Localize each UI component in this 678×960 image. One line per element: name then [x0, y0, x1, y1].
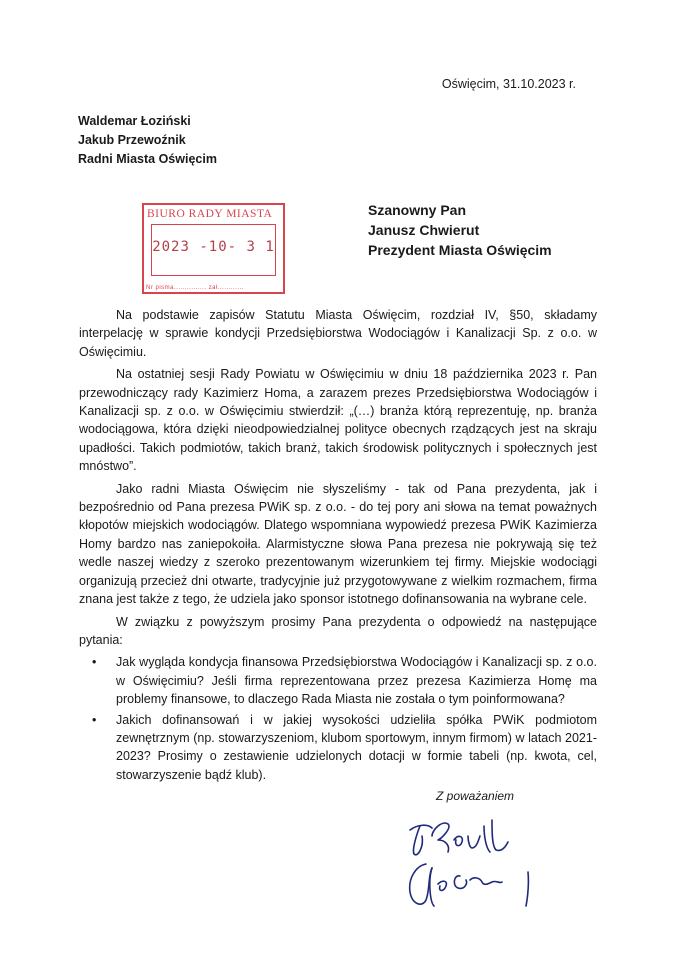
question-text-1: Jak wygląda kondycja finansowa Przedsiębiorstwa Wodociągów i Kanalizacji sp. z o.o. w Oświęcimiu? Jeśli firma reprezentowana przez prezesa Kazimierza Homę ma problemy finansowe, to dlaczego Rada Miasta nie została o tym poinformowana?	[116, 655, 597, 707]
question-item-2	[79, 711, 597, 785]
paragraph-3: Jako radni Miasta Oświęcim nie słyszeliśmy - tak od Pana prezydenta, jak i bezpośrednio od Pana prezesa PWiK sp. z o.o. - do tej pory ani słowa na temat poważnych kłopotów miejskich wodociągów. Dlatego wspomniana wypowiedź prezesa PWiK Kazimierza Homy bardzo nas zaniepokoiła. Alarmistyczne słowa Pana prezesa nie pokrywają się też wedle naszej wiedzy z szeroko prezentowanym wizerunkiem tej firmy. Miejskie wodociągi organizują przecież dni otwarte, tradycyjnie już przygotowywane z wielkim rozmachem, firma znana jest także z tego, że udziela jako sponsor istotnego dofinansowania na wybrane cele.	[79, 481, 597, 607]
questions-list	[79, 653, 597, 784]
stamp-date: 2023 -10- 3 1	[152, 239, 275, 255]
recipient-block	[368, 200, 552, 260]
letter-body	[79, 306, 597, 786]
stamp-title: BIURO RADY MIASTA	[147, 208, 273, 220]
sender-name-1: Waldemar Łoziński	[78, 114, 191, 128]
paragraph-2: Na ostatniej sesji Rady Powiatu w Oświęcimiu w dniu 18 października 2023 r. Pan przewodniczący rady Kazimierz Homa, a zarazem prezes Przedsiębiorstwa Wodociągów i Kanalizacji sp. z o.o. w Oświęcimiu stwierdził: „(…) branża którą reprezentuję, np. branża wodociągowa, która dzięki nieodpowiedzialnej polityce obecnych rządzących jest na skraju upadłości. Takich podmiotów, takich branż, takich środowisk politycznych i społecznych jest mnóstwo”.	[79, 367, 597, 474]
paragraph-4: W związku z powyższym prosimy Pana prezydenta o odpowiedź na następujące pytania:	[79, 614, 597, 647]
stamp-footer: Nr pisma............... zał............	[146, 285, 244, 291]
registry-stamp	[142, 203, 285, 294]
recipient-name: Janusz Chwierut	[368, 222, 480, 238]
bullet-icon: •	[92, 712, 97, 727]
sender-title: Radni Miasta Oświęcim	[78, 152, 217, 166]
place-date: Oświęcim, 31.10.2023 r.	[441, 77, 576, 91]
recipient-title: Prezydent Miasta Oświęcim	[368, 242, 552, 258]
recipient-salutation: Szanowny Pan	[368, 202, 467, 218]
bullet-icon: •	[92, 655, 97, 670]
sender-name-2: Jakub Przewoźnik	[78, 133, 186, 147]
question-text-2: Jakich dofinansowań i w jakiej wysokości udzieliła spółka PWiK podmiotom zewnętrznym (np. stowarzyszeniom, klubom sportowym, innym firmom) w latach 2021-2023? Prosimy o zestawienie udzielonych dotacji w formie tabeli (np. kwota, cel, stowarzyszenie bądź klub).	[116, 712, 597, 782]
question-item-1	[79, 653, 597, 708]
closing-phrase: Z poważaniem	[436, 789, 515, 803]
senders-block	[78, 112, 217, 169]
handwritten-signatures	[398, 806, 548, 916]
paragraph-1: Na podstawie zapisów Statutu Miasta Oświęcim, rozdział IV, §50, składamy interpelację w sprawie kondycji Przedsiębiorstwa Wodociągów i Kanalizacji Sp. z o.o. w Oświęcimiu.	[79, 308, 597, 359]
stamp-inner-box	[151, 224, 276, 276]
